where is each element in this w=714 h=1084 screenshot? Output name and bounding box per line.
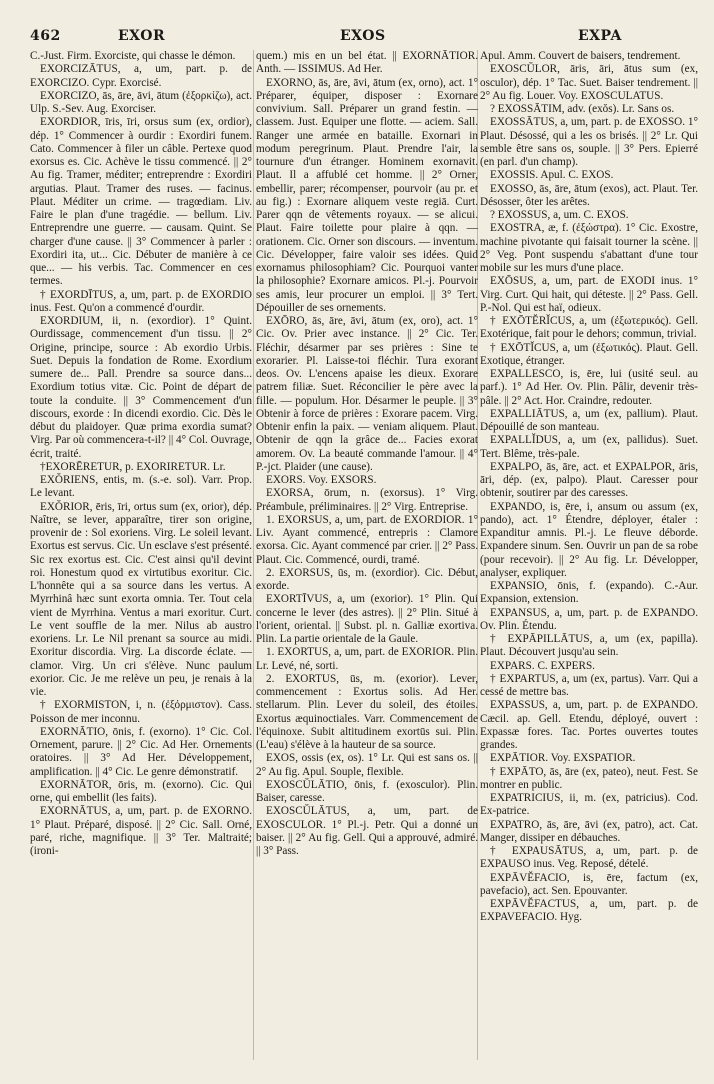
dictionary-entry: † EXPARTUS, a, um (ex, partus). Varr. Qui a cessé de mettre bas.: [480, 672, 698, 698]
dictionary-entry: EXPALLĬDUS, a, um (ex, pallidus). Suet. Tert. Blême, très-pale.: [480, 434, 698, 460]
dictionary-entry: † EXPĀTO, ās, āre (ex, pateo), neut. Fest. Se montrer en public.: [480, 765, 698, 791]
dictionary-entry: † EXORDĪTUS, a, um, part. p. de EXORDIO inus. Fest. Qu'on a commencé d'ourdir.: [30, 288, 252, 314]
dictionary-entry: EXPĀTIOR. Voy. EXSPATIOR.: [490, 752, 636, 765]
dictionary-entry: EXPANDO, is, ēre, i, ansum ou assum (ex, pando), act. 1° Étendre, déployer, étaler : Expanditur amnis. Pl.-j. Le fleuve déborde. Expandere sinum. Sen. Ouvrir un pan de sa robe (pour recevoir). || 2° Au fig. Lr. Développer, analyser, expliquer.: [480, 500, 698, 579]
dictionary-entry: EXPALLESCO, is, ēre, lui (usité seul. au parf.). 1° Ad Her. Ov. Plin. Pâlir, devenir très-pâle. || 2° Act. Hor. Craindre, redouter.: [480, 368, 698, 407]
dictionary-entry: EXŎRIOR, ēris, īri, ortus sum (ex, orior), dép. Naître, se lever, apparaître, tirer son origine, provenir de : Sol exoriens. Virg. Le soleil levant. Exortus est servus. Cic. Un esclave s'est présenté. Sic rex exortus est. Cic. C'est ainsi qu'il devint roi. Honestum quod ex virtutibus exoritur. Cic. L'honnête qui a sa source dans les vertus. A Myrrhinâ hæc sunt exorta omnia. Ter. Tout cela vient de Myrrhina. Ventus a mari exoritur. Curt. Le vent souffle de la mer. Nilus ab austro exoriens. Lr. Le Nil prenant sa source au midi. Exoritur discordia. Virg. La discorde éclate. — clamor. Virg. Un cri s'élève. Nunc paulum exorior. Cic. Je me relève un peu, je renais à la vie.: [30, 500, 252, 698]
dictionary-entry: EXORDIUM, ii, n. (exordior). 1° Quint. Ourdissage, commencement d'un tissu. || 2° Origine, principe, source : Ab exordio Urbis. Suet. Depuis la fondation de Rome. Exordium sumere de... Pall. Prendre sa source dans... Exordium totius vitæ. Cic. Point de départ de toute la conduite. || 3° Commencement d'un discours, exorde : In dicendi exordio. Cic. Dès le début du plaidoyer. Quæ prima exordia sumat? Virg. Par où commencera-t-il? || 4° Col. Ouvrage, écrit, traité.: [30, 315, 252, 460]
dictionary-entry: EXORNO, ās, āre, āvi, ātum (ex, orno), act. 1° Préparer, équiper, disposer : Exornare convivium. Sall. Préparer un grand festin. — classem. Just. Equiper une flotte. — aciem. Sall. Ranger une armée en bataille. Exornari in modum peregrinum. Plaut. Prendre l'air, la tournure d'un étranger. Hominem exornavit. Plaut. Il a affublé cet homme. || 2° Orner, embellir, parer; récompenser, pourvoir (au pr. et au fig.) : Exornare aliquem veste regiā. Curt. Parer qqn de vêtements royaux. — se alicui. Plaut. Faire toilette pour plaire à qqn. — orationem. Cic. Orner son discours. — inventum. Cic. Développer, faire valoir ses idées. Quid exornamus philosophiam? Cic. Pourquoi vanter la philosophie? Exornare amicos. Pl.-j. Pourvoir ses amis, leur procurer un emploi. || 3° Tert. Dépouiller de ses ornements.: [256, 76, 478, 314]
dictionary-entry: †EXORĒRETUR, p. EXORIRETUR. Lr.: [40, 460, 226, 473]
page-number: 462: [30, 28, 61, 44]
dictionary-entry: 1. EXORSUS, a, um, part. de EXORDIOR. 1° Liv. Ayant commencé, entrepris : Clamore exorsa. Cic. Ayant commencé par crier. || 2° Pass. Plaut. Cic. Commencé, ourdi, tramé.: [256, 513, 478, 566]
dictionary-entry: EXORNĀTUS, a, um, part. p. de EXORNO. 1° Plaut. Préparé, disposé. || 2° Cic. Sall. Orné, paré, riche, magnifique. || 3° Ter. Maltraité; (ironi-: [30, 805, 252, 857]
dictionary-entry: † EXŌTĔRĬCUS, a, um (ἐξωτερικός). Gell. Exotérique, fait pour le dehors; commun, trivial.: [480, 315, 698, 341]
dictionary-entry: ? EXOSSĀTIM, adv. (exŏs). Lr. Sans os.: [490, 103, 675, 115]
dictionary-entry: EXPASSUS, a, um, part. p. de EXPANDO. Cæcil. ap. Gell. Etendu, déployé, ouvert : Expassæ fores. Tac. Portes ouvertes toutes grandes.: [480, 699, 698, 751]
dictionary-entry: EXOSSĀTUS, a, um, part. p. de EXOSSO. 1° Plaut. Désossé, qui a les os brisés. || 2° Lr. Qui semble être sans os, souple. || 3° Pers. Epierré (en parl. d'un champ).: [480, 116, 698, 168]
header-left-word: EXOR: [118, 28, 166, 44]
dictionary-entry: EXORCIZĀTUS, a, um, part. p. de EXORCIZO. Cypr. Exorcisé.: [30, 63, 252, 89]
dictionary-entry: quem.) mis en un bel état. || EXORNĀTIOR. Anth. — ISSIMUS. Ad Her.: [256, 50, 478, 76]
column-middle: [256, 50, 478, 1074]
dictionary-entry: 2. EXORTUS, ūs, m. (exorior). Lever, commencement : Exortus solis. Ad Her. stellarum. Plin. Lever du soleil, des étoiles. Exortus æquinoctiales. Varr. Commencement de l'équinoxe. Subit altitudinem exortūs sui. Plin. (L'eau) s'élève à la hauteur de sa source.: [256, 672, 478, 751]
dictionary-entry: EXOSCŬLĀTIO, ōnis, f. (exosculor). Plin. Baiser, caresse.: [256, 778, 478, 804]
dictionary-entry: EXPALPO, ās, āre, act. et EXPALPOR, āris, āri, dép. (ex, palpo). Plaut. Caresser pour obtenir, soutirer par des caresses.: [480, 460, 698, 500]
column-divider: [253, 50, 254, 1060]
column-right: [480, 50, 698, 1074]
dictionary-entry: EXOSTRA, æ, f. (ἐξώστρα). 1° Cic. Exostre, machine pivotante qui faisait tourner la scène. || 2° Veg. Pont suspendu s'abattant d'une tour mobile sur les murs d'une place.: [480, 222, 698, 274]
header-right-word: EXPA: [578, 28, 622, 44]
dictionary-entry: EXŎRIENS, entis, m. (s.-e. sol). Varr. Prop. Le levant.: [30, 474, 252, 500]
header-center-word: EXOS: [340, 28, 386, 44]
dictionary-entry: 2. EXORSUS, ūs, m. (exordior). Cic. Début, exorde.: [256, 566, 478, 592]
dictionary-entry: ? EXOSSUS, a, um. C. EXOS.: [490, 209, 629, 221]
dictionary-entry: EXPANSIO, ōnis, f. (expando). C.-Aur. Expansion, extension.: [480, 580, 698, 606]
dictionary-entry: EXPĀVĔFACTUS, a, um, part. p. de EXPAVEFACIO. Hyg.: [480, 898, 698, 924]
dictionary-entry: EXORS. Voy. EXSORS.: [266, 474, 377, 486]
dictionary-entry: EXOSCŬLĀTUS, a, um, part. de EXOSCULOR. 1° Pl.-j. Petr. Qui a donné un baiser. || 2° Au fig. Gell. Qui a approuvé, admiré. || 3° Pass.: [256, 805, 478, 857]
dictionary-entry: EXPALLIĀTUS, a, um (ex, pallium). Plaut. Dépouillé de son manteau.: [480, 407, 698, 433]
dictionary-entry: EXŌRO, ās, āre, āvi, ātum (ex, oro), act. 1° Cic. Ov. Prier avec instance. || 2° Cic. Ter. Fléchir, désarmer par ses prières : Sine te exorarier. Pl. Laisse-toi fléchir. Tura exorant deos. Ov. L'encens apaise les dieux. Exorare patrem filiæ. Suet. Réconcilier le père avec la fille. — populum. Hor. Désarmer le peuple. || 3° Obtenir à force de prières : Exorare pacem. Virg. Obtenir enfin la paix. — veniam aliquem. Plaut. Obtenir de qqn la grâce de... Facies exorat amorem. Ov. La beauté commande l'amour. || 4° P.-jct. Plaider (une cause).: [256, 315, 478, 473]
dictionary-entry: EXPATRICIUS, ii, m. (ex, patricius). Cod. Ex-patrice.: [480, 792, 698, 818]
dictionary-entry: † EXŌTĬCUS, a, um (ἐξωτικός). Plaut. Gell. Exotique, étranger.: [480, 341, 698, 367]
dictionary-entry: EXORCIZO, ās, āre, āvi, ātum (ἐξορκίζω), act. Ulp. S.-Sev. Aug. Exorciser.: [30, 89, 252, 115]
dictionary-entry: EXORSA, ōrum, n. (exorsus). 1° Virg. Préambule, préliminaires. || 2° Virg. Entreprise.: [256, 487, 478, 513]
dictionary-entry: EXORNĀTIO, ōnis, f. (exorno). 1° Cic. Col. Ornement, parure. || 2° Cic. Ad Her. Ornements oratoires. || 3° Ad Her. Développement, amplification. || 4° Cic. Le genre démonstratif.: [30, 725, 252, 778]
dictionary-entry: EXŌSUS, a, um, part. de EXODI inus. 1° Virg. Curt. Qui hait, qui déteste. || 2° Pass. Gell. P.-Nol. Qui est haï, odieux.: [480, 275, 698, 314]
dictionary-entry: EXPANSUS, a, um, part. p. de EXPANDO. Ov. Plin. Étendu.: [480, 606, 698, 632]
dictionary-entry: EXORDIOR, īris, īri, orsus sum (ex, ordior), dép. 1° Commencer à ourdir : Exordiri funem. Cato. Commencer à filer un câble. Pertexe quod exorsus es. Cic. Achève le tissu commencé. || 2° Au fig. Tramer, méditer; entreprendre : Exordiri argutias. Plaut. Tramer des ruses. — facinus. Plaut. Méditer un crime. — tragœdiam. Liv. Faire le plan d'une tragédie. — bellum. Liv. Entreprendre une guerre. — causam. Quint. Se charger d'une cause. || 3° Commencer à parler : Exordiri ita, ut... Cic. Débuter de manière à ce que... — his verbis. Tac. Commencer en ces termes.: [30, 116, 252, 288]
dictionary-entry: 1. EXORTUS, a, um, part. de EXORIOR. Plin. Lr. Levé, né, sorti.: [256, 646, 478, 672]
dictionary-entry: EXPATRO, ās, āre, āvi (ex, patro), act. Cat. Manger, dissiper en débauches.: [480, 818, 698, 844]
dictionary-entry: Apul. Amm. Couvert de baisers, tendrement.: [480, 50, 681, 62]
dictionary-entry: EXOSCŬLOR, āris, āri, ātus sum (ex, osculor), dép. 1° Tac. Suet. Baiser tendrement. || 2° Au fig. Louer. Voy. EXOSCULATUS.: [480, 63, 698, 102]
dictionary-entry: EXOS, ossis (ex, os). 1° Lr. Qui est sans os. || 2° Au fig. Apul. Souple, flexible.: [256, 752, 478, 778]
dictionary-entry: † EXORMISTON, i, n. (ἐξόρμιστον). Cass. Poisson de mer inconnu.: [30, 699, 252, 725]
running-header: [30, 28, 694, 46]
dictionary-entry: EXPĀVĔFACIO, is, ēre, factum (ex, pavefacio), act. Sen. Epouvanter.: [480, 871, 698, 897]
dictionary-entry: EXPARS. C. EXPERS.: [490, 659, 595, 672]
dictionary-entry: EXORNĀTOR, ōris, m. (exorno). Cic. Qui orne, qui embellit (les faits).: [30, 778, 252, 804]
dictionary-entry: EXORTĪVUS, a, um (exorior). 1° Plin. Qui concerne le lever (des astres). || 2° Plin. Situé à l'orient, oriental. || Subst. pl. n. Galliæ exortiva. Plin. La partie orientale de la Gaule.: [256, 593, 478, 645]
dictionary-entry: † EXPAUSĀTUS, a, um, part. p. de EXPAUSO inus. Veg. Reposé, dételé.: [480, 845, 698, 871]
dictionary-entry: C.-Just. Firm. Exorciste, qui chasse le démon.: [30, 50, 236, 62]
dictionary-entry: EXOSSO, ās, āre, ātum (exos), act. Plaut. Ter. Désosser, ôter les arêtes.: [480, 182, 698, 208]
dictionary-entry: † EXPĀPILLĀTUS, a, um (ex, papilla). Plaut. Découvert jusqu'au sein.: [480, 633, 698, 659]
dictionary-entry: EXOSSIS. Apul. C. EXOS.: [490, 169, 614, 182]
column-left: [30, 50, 252, 1074]
